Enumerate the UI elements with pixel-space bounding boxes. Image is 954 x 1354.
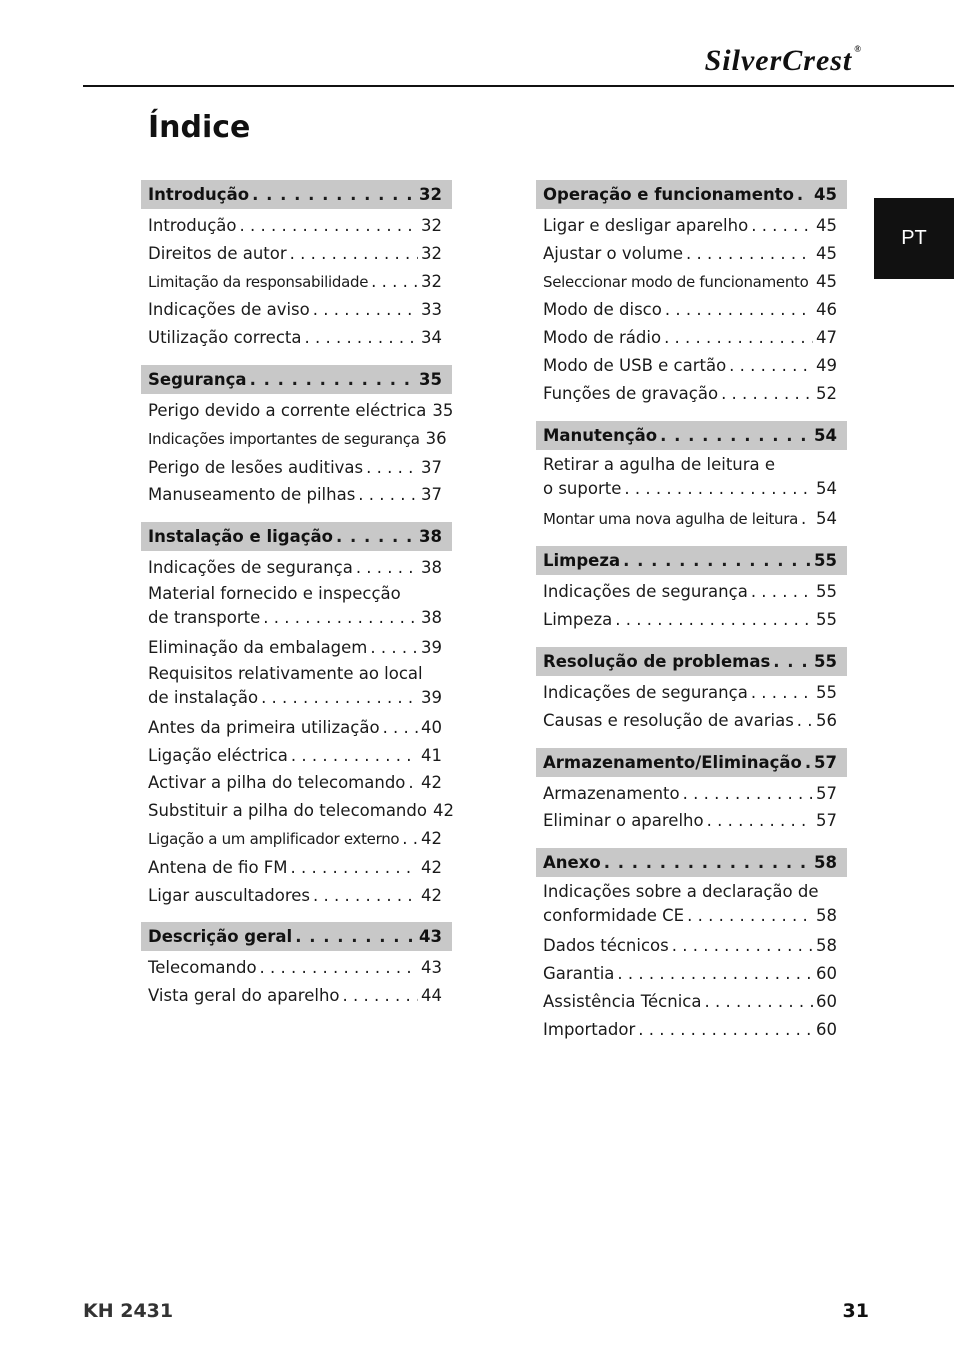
toc-entry[interactable]	[543, 679, 837, 707]
toc-section-heading[interactable]	[141, 522, 452, 551]
toc-entry[interactable]	[543, 296, 837, 324]
dot-leader	[707, 807, 813, 835]
entry-text: Ligação eléctrica	[148, 745, 288, 765]
dot-leader	[336, 522, 416, 551]
dot-leader	[383, 714, 418, 742]
entry-page: 60	[816, 991, 837, 1011]
toc-entry[interactable]	[543, 268, 837, 297]
entry-text: Modo de disco	[543, 300, 662, 320]
section-page: 43	[419, 927, 442, 947]
entry-page: 39	[421, 637, 442, 657]
toc-entry[interactable]	[148, 982, 442, 1010]
section-page: 55	[814, 551, 837, 571]
dot-leader	[343, 982, 419, 1010]
entry-text: Utilização correcta	[148, 328, 302, 348]
entry-page: 54	[816, 478, 837, 498]
dot-leader	[370, 634, 418, 662]
dot-leader	[604, 848, 811, 877]
dot-leader	[261, 686, 418, 710]
entry-text-line1: Material fornecido e inspecção	[148, 583, 401, 603]
dot-leader	[623, 546, 811, 575]
toc-section	[536, 180, 847, 408]
entry-page: 45	[816, 216, 837, 235]
entry-text: de instalação	[148, 687, 259, 707]
entry-text: Dados técnicos	[543, 936, 669, 956]
dot-leader	[683, 780, 813, 808]
entry-page: 35	[432, 400, 454, 420]
entry-text: Ligação a um amplificador externo	[148, 829, 400, 848]
entry-page: 44	[421, 986, 442, 1006]
entry-page: 60	[816, 1019, 837, 1039]
toc-section-heading[interactable]	[536, 546, 847, 575]
entry-text-line1: Indicações sobre a declaração de	[543, 882, 819, 902]
dot-leader	[250, 365, 416, 394]
toc-entry[interactable]	[148, 954, 442, 982]
entry-page: 38	[421, 607, 442, 627]
entry-text: Antena de fio FM	[148, 857, 288, 877]
toc-entry[interactable]	[148, 797, 454, 825]
toc-section-heading[interactable]	[536, 421, 847, 450]
toc-entry[interactable]	[148, 296, 442, 324]
toc-entry[interactable]	[543, 324, 837, 352]
dot-leader	[811, 268, 813, 296]
dot-leader	[624, 477, 813, 501]
entry-page: 42	[421, 885, 442, 905]
section-page: 55	[814, 651, 837, 671]
entry-page: 57	[816, 811, 837, 831]
toc-section-heading[interactable]	[141, 365, 452, 394]
entry-page: 45	[816, 243, 837, 263]
entry-text: de transporte	[148, 607, 261, 627]
toc-entry[interactable]	[148, 662, 442, 714]
toc-section-heading[interactable]	[141, 180, 452, 209]
entry-text: Manuseamento de pilhas	[148, 485, 356, 505]
entry-page: 32	[421, 243, 442, 263]
dot-leader	[686, 240, 813, 268]
section-title: Operação e funcionamento	[543, 185, 794, 204]
toc-entry[interactable]	[148, 212, 442, 240]
entry-page: 34	[421, 328, 442, 348]
entry-text: Perigo de lesões auditivas	[148, 457, 364, 477]
dot-leader	[291, 854, 418, 882]
entry-page: 56	[816, 710, 837, 730]
entry-text: Indicações de segurança	[543, 682, 748, 702]
dot-leader	[797, 180, 811, 209]
entry-text: Indicações importantes de segurança	[148, 429, 420, 448]
dot-leader	[672, 932, 813, 960]
toc-entry[interactable]	[543, 932, 837, 960]
dot-leader	[366, 454, 418, 482]
dot-leader	[751, 578, 813, 606]
entry-text: Eliminar o aparelho	[543, 811, 704, 831]
entry-page: 42	[421, 828, 442, 848]
toc-entry[interactable]	[543, 707, 837, 735]
entry-page: 47	[816, 328, 837, 348]
entry-text: Ligar e desligar aparelho	[543, 216, 749, 235]
section-page: 32	[419, 185, 442, 204]
dot-leader	[638, 1016, 813, 1044]
dot-leader	[356, 554, 418, 582]
entry-row	[543, 477, 837, 501]
toc-entry[interactable]	[543, 606, 837, 634]
dot-leader	[291, 742, 418, 770]
entry-page: 43	[421, 958, 442, 978]
entry-page: 46	[816, 300, 837, 320]
dot-leader	[805, 748, 811, 777]
toc-entry[interactable]	[148, 454, 442, 482]
toc-section	[536, 848, 847, 1043]
section-title: Armazenamento/Eliminação	[543, 752, 802, 772]
header-rule	[83, 85, 954, 87]
entry-page: 55	[816, 610, 837, 630]
entry-text: Limitação da responsabilidade	[148, 272, 369, 291]
toc-entry[interactable]	[148, 324, 442, 352]
entry-text: Ajustar o volume	[543, 243, 684, 263]
entry-page: 32	[421, 271, 442, 291]
toc-section	[536, 748, 847, 836]
entry-page: 42	[432, 801, 454, 821]
toc-section	[141, 180, 452, 352]
dot-leader	[260, 954, 418, 982]
section-page: 38	[419, 527, 442, 547]
toc-entry[interactable]	[543, 505, 837, 534]
toc-entry[interactable]	[148, 425, 447, 454]
dot-leader	[721, 380, 813, 408]
entry-page: 52	[816, 383, 837, 403]
entry-page: 37	[421, 485, 442, 505]
toc-entry[interactable]	[543, 960, 837, 988]
entry-text: Modo de rádio	[543, 328, 662, 348]
dot-leader	[290, 240, 418, 268]
entry-text: Eliminação da embalagem	[148, 637, 368, 657]
entry-page: 41	[421, 745, 442, 765]
entry-page: 58	[816, 936, 837, 956]
dot-leader	[664, 324, 813, 352]
language-tab: PT	[874, 198, 954, 279]
entry-page: 45	[816, 271, 837, 291]
section-title: Descrição geral	[148, 927, 293, 947]
toc-section-heading[interactable]	[141, 922, 452, 951]
entry-page: 60	[816, 963, 837, 983]
entry-page: 58	[816, 906, 837, 926]
dot-leader	[687, 904, 813, 928]
dot-leader	[240, 212, 418, 240]
entry-page: 55	[816, 682, 837, 702]
entry-text: o suporte	[543, 478, 622, 498]
entry-text: Indicações de aviso	[148, 300, 310, 320]
toc-section-heading[interactable]	[536, 748, 847, 777]
toc-entry[interactable]	[148, 825, 442, 854]
entry-text: Indicações de segurança	[148, 558, 353, 578]
entry-text: Perigo devido a corrente eléctrica	[148, 400, 427, 420]
section-page: 57	[814, 752, 837, 772]
toc-entry[interactable]	[148, 554, 442, 582]
entry-text: Funções de gravação	[543, 383, 719, 403]
entry-text: Substituir a pilha do telecomando	[148, 801, 427, 821]
section-title: Segurança	[148, 369, 247, 389]
toc-entry[interactable]	[148, 481, 442, 509]
toc-entry[interactable]	[148, 582, 442, 634]
dot-leader	[751, 212, 813, 240]
dot-leader	[665, 296, 813, 324]
toc-entry[interactable]	[543, 453, 837, 505]
toc-entry[interactable]	[148, 854, 442, 882]
section-title: Instalação e ligação	[148, 527, 333, 547]
toc-section-heading[interactable]	[536, 647, 847, 676]
brand-logo	[705, 44, 862, 78]
entry-page: 42	[421, 857, 442, 877]
toc-entry[interactable]	[148, 882, 442, 910]
section-page: 58	[814, 853, 837, 873]
entry-text: Limpeza	[543, 610, 613, 630]
section-title: Introdução	[148, 185, 250, 204]
dot-leader	[358, 481, 418, 509]
entry-text: Causas e resolução de avarias	[543, 710, 794, 730]
dot-leader	[751, 679, 813, 707]
section-page: 45	[814, 185, 837, 204]
entry-page: 36	[425, 428, 447, 448]
entry-text: Antes da primeira utilização	[148, 717, 380, 737]
entry-text: Modo de USB e cartão	[543, 355, 727, 375]
entry-text: Ligar auscultadores	[148, 885, 310, 905]
toc-section	[536, 546, 847, 634]
dot-leader	[773, 647, 811, 676]
entry-page: 32	[421, 216, 442, 235]
toc-section	[141, 922, 452, 1010]
toc-entry[interactable]	[148, 769, 442, 797]
entry-text: Assistência Técnica	[543, 991, 702, 1011]
toc-left-column	[141, 180, 452, 1023]
section-title: Manutenção	[543, 425, 658, 445]
entry-text-line1: Requisitos relativamente ao local	[148, 663, 423, 683]
dot-leader	[615, 606, 813, 634]
toc-entry[interactable]	[543, 212, 837, 240]
entry-text: Seleccionar modo de funcionamento	[543, 272, 809, 291]
toc-section	[536, 421, 847, 534]
dot-leader	[617, 960, 813, 988]
toc-entry[interactable]	[543, 780, 837, 808]
dot-leader	[371, 268, 418, 296]
toc-section-heading[interactable]	[536, 848, 847, 877]
entry-page: 33	[421, 300, 442, 320]
entry-text: Garantia	[543, 963, 615, 983]
toc-entry[interactable]	[148, 742, 442, 770]
toc-entry[interactable]	[148, 240, 442, 268]
dot-leader	[729, 352, 813, 380]
dot-leader	[797, 707, 813, 735]
entry-text: Introdução	[148, 216, 237, 235]
toc-entry[interactable]	[543, 988, 837, 1016]
entry-page: 42	[421, 773, 442, 793]
entry-row	[543, 904, 837, 928]
dot-leader	[402, 825, 418, 853]
toc-entry[interactable]	[148, 397, 454, 425]
entry-text: conformidade CE	[543, 906, 685, 926]
section-title: Limpeza	[543, 551, 621, 571]
toc-entry[interactable]	[543, 352, 837, 380]
entry-text: Vista geral do aparelho	[148, 986, 340, 1006]
entry-text: Indicações de segurança	[543, 582, 748, 602]
section-title: Resolução de problemas	[543, 651, 771, 671]
dot-leader	[704, 988, 813, 1016]
dot-leader	[295, 922, 416, 951]
toc-entry[interactable]	[148, 268, 442, 297]
dot-leader	[313, 296, 418, 324]
dot-leader	[801, 505, 813, 533]
toc-entry[interactable]	[148, 714, 442, 742]
registered-mark: ®	[854, 44, 862, 54]
entry-row	[148, 606, 442, 630]
toc-entry[interactable]	[543, 240, 837, 268]
entry-page: 40	[421, 717, 442, 737]
toc-entry[interactable]	[543, 380, 837, 408]
entry-text: Montar uma nova agulha de leitura	[543, 509, 799, 528]
entry-text: Armazenamento	[543, 783, 680, 803]
footer-model: KH 2431	[83, 1300, 174, 1322]
toc-section	[536, 647, 847, 735]
entry-row	[148, 686, 442, 710]
section-title: Anexo	[543, 853, 601, 873]
entry-page: 57	[816, 783, 837, 803]
toc-entry[interactable]	[543, 807, 837, 835]
toc-entry[interactable]	[148, 634, 442, 662]
section-page: 35	[419, 369, 442, 389]
toc-section-heading[interactable]	[536, 180, 847, 209]
entry-text: Importador	[543, 1019, 636, 1039]
entry-page: 39	[421, 687, 442, 707]
toc-section	[141, 365, 452, 509]
entry-page: 38	[421, 558, 442, 578]
toc-right-column	[536, 180, 847, 1056]
entry-text-line1: Retirar a agulha de leitura e	[543, 454, 776, 474]
page-title: Índice	[148, 110, 251, 145]
entry-page: 55	[816, 582, 837, 602]
dot-leader	[313, 882, 418, 910]
entry-text: Telecomando	[148, 958, 257, 978]
toc-entry[interactable]	[543, 880, 837, 932]
toc-entry[interactable]	[543, 578, 837, 606]
dot-leader	[263, 606, 418, 630]
dot-leader	[408, 769, 418, 797]
dot-leader	[304, 324, 418, 352]
entry-text: Activar a pilha do telecomando	[148, 773, 406, 793]
footer-page-number: 31	[842, 1300, 869, 1322]
brand-name: SilverCrest	[704, 44, 853, 77]
entry-page: 37	[421, 457, 442, 477]
dot-leader	[660, 421, 811, 450]
dot-leader	[252, 180, 416, 209]
section-page: 54	[814, 425, 837, 445]
entry-page: 54	[816, 508, 837, 528]
entry-page: 49	[816, 355, 837, 375]
toc-entry[interactable]	[543, 1016, 837, 1044]
toc-section	[141, 522, 452, 909]
entry-text: Direitos de autor	[148, 243, 287, 263]
